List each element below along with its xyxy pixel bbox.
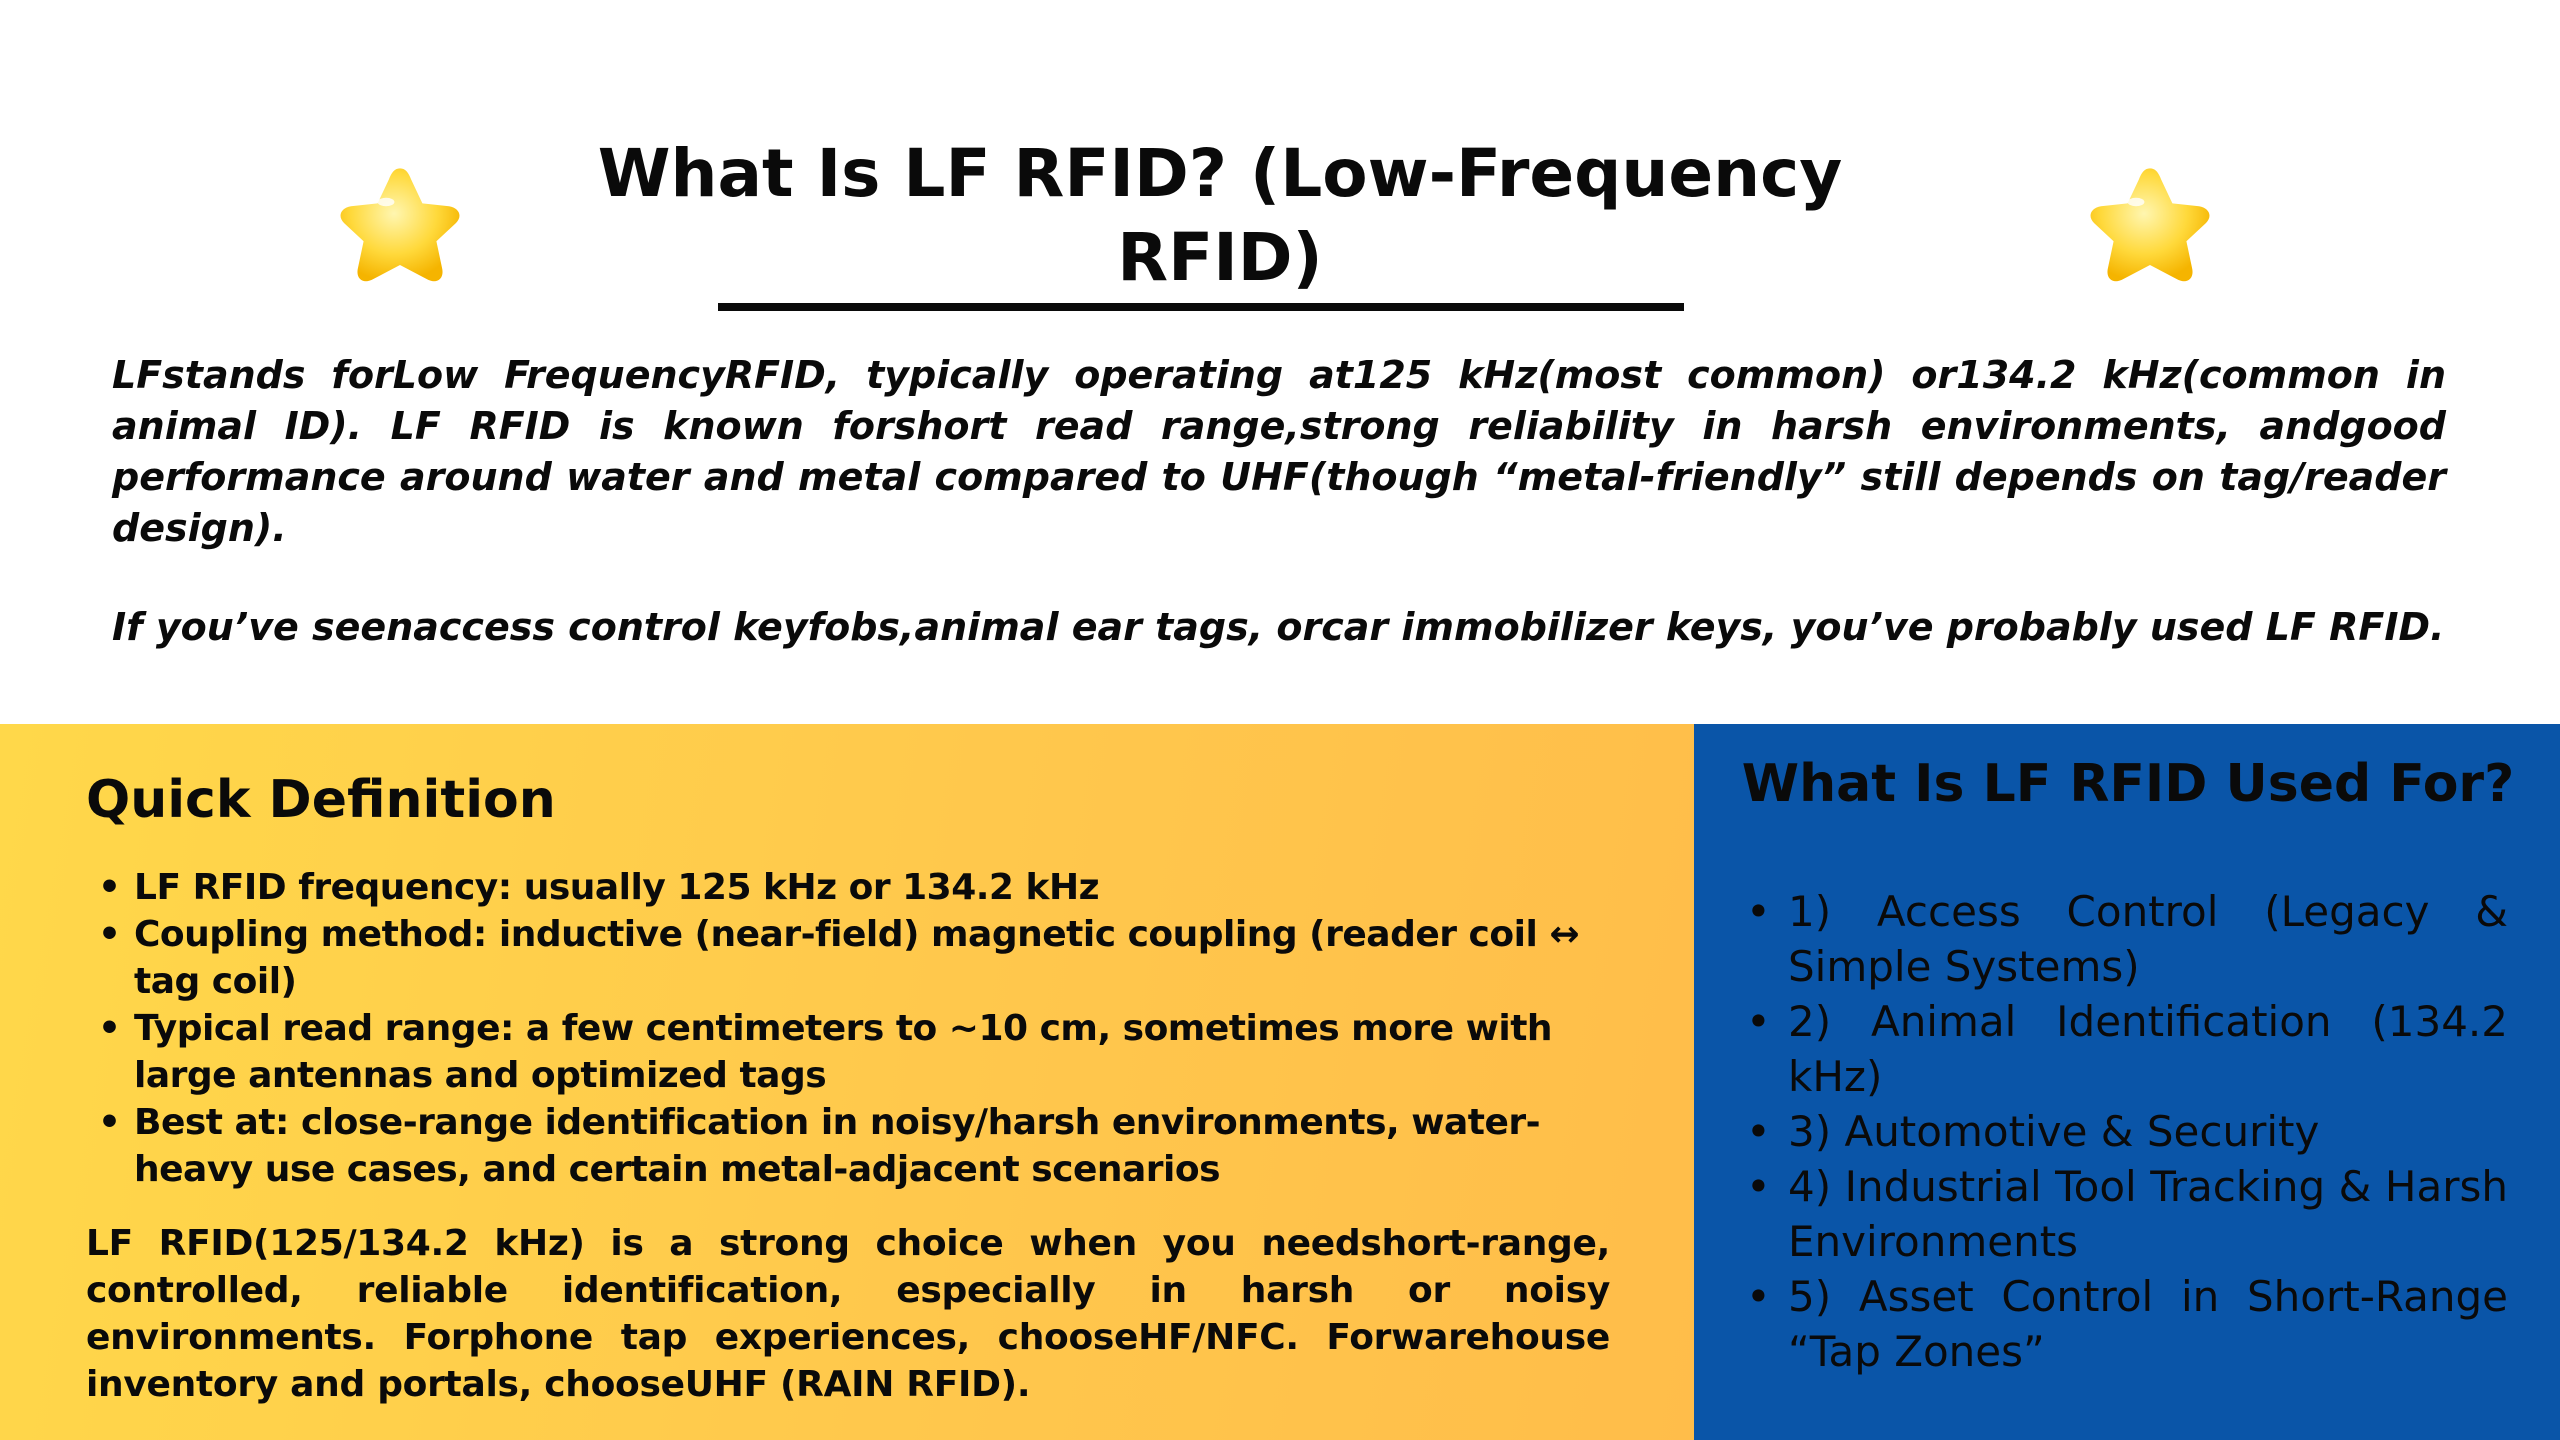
list-item: • 3) Automotive & Security	[1746, 1104, 2508, 1159]
list-item: • Typical read range: a few centimeters to ~10 cm, sometimes more with large antennas and optimized tags	[86, 1005, 1610, 1099]
list-item: • 1) Access Control (Legacy & Simple Systems)	[1746, 884, 2508, 994]
quick-definition-heading: Quick Definition	[86, 770, 556, 830]
star-icon	[2080, 160, 2220, 300]
quick-definition-list	[86, 864, 1610, 1193]
star-icon	[330, 160, 470, 300]
page-title: What Is LF RFID? (Low-Frequency RFID)	[597, 135, 1843, 296]
list-item: • LF RFID frequency: usually 125 kHz or 134.2 kHz	[86, 864, 1610, 911]
uses-heading: What Is LF RFID Used For?	[1741, 754, 2515, 814]
quick-definition-summary: LF RFID(125/134.2 kHz) is a strong choice when you needshort-range, controlled, reliable identification, especially in harsh or noisy environments. Forphone tap experiences, chooseHF/NFC. Forwarehouse inventory and portals, chooseUHF (RAIN RFID).	[86, 1223, 1610, 1405]
intro-examples-paragraph: If you’ve seenaccess control keyfobs,animal ear tags, orcar immobilizer keys, you’ve probably used LF RFID.	[112, 605, 2445, 649]
list-item: • 4) Industrial Tool Tracking & Harsh Environments	[1746, 1159, 2508, 1269]
intro-paragraph: LFstands forLow FrequencyRFID, typically operating at125 kHz(most common) or134.2 kHz(common in animal ID). LF RFID is known forshort read range,strong reliability in harsh environments, andgood performance around water and metal compared to UHF(though “metal-friendly” still depends on tag/reader design).	[112, 353, 2446, 550]
list-item: • Best at: close-range identification in noisy/harsh environments, water-heavy use cases, and certain metal-adjacent scenarios	[86, 1099, 1610, 1193]
list-item: • 2) Animal Identification (134.2 kHz)	[1746, 994, 2508, 1104]
list-item: • Coupling method: inductive (near-field) magnetic coupling (reader coil ↔ tag coil)	[86, 911, 1610, 1005]
list-item: • 5) Asset Control in Short-Range “Tap Zones”	[1746, 1269, 2508, 1379]
uses-list	[1746, 884, 2508, 1379]
title-underline	[718, 303, 1684, 311]
